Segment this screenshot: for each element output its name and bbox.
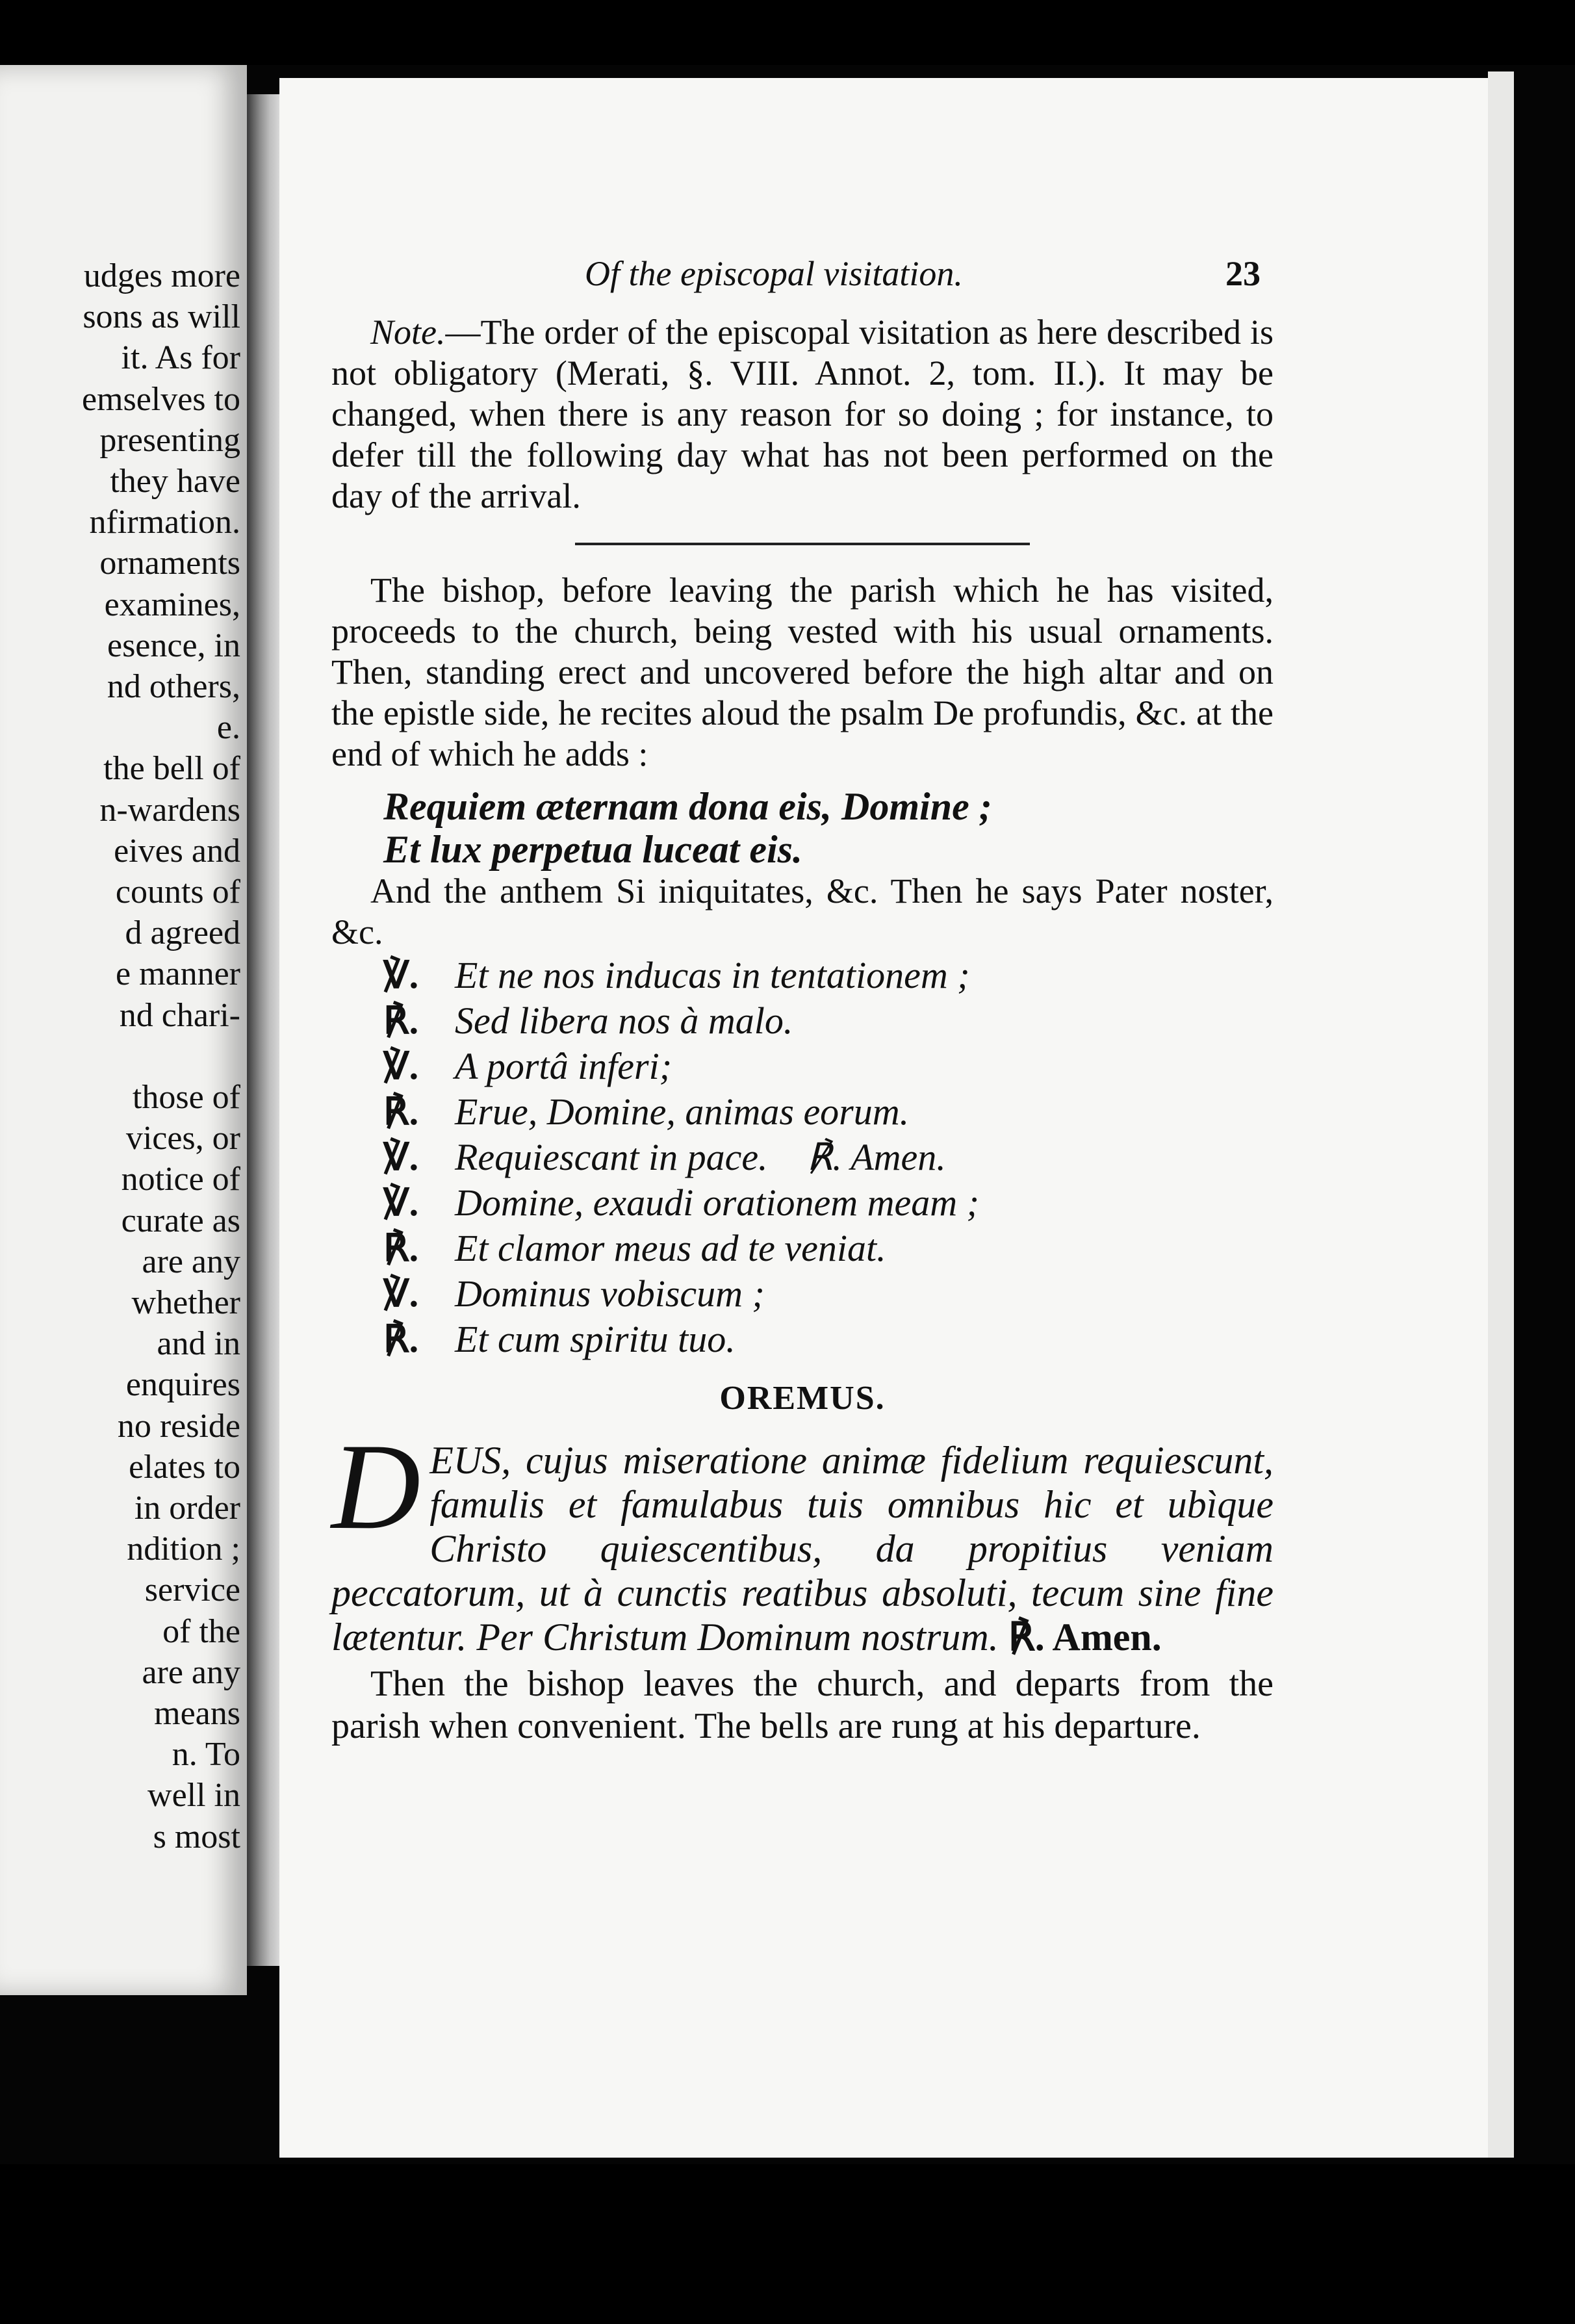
versicle-line: [383, 1089, 1274, 1135]
left-page-line: and in: [157, 1325, 240, 1363]
left-page-line: emselves to: [81, 380, 240, 418]
left-page-line: they have: [110, 463, 240, 500]
versicle-text: Erue, Domine, animas eorum.: [455, 1091, 910, 1133]
left-page-line: are any: [142, 1653, 240, 1691]
left-page-line: examines,: [104, 586, 240, 623]
left-page-line: are any: [142, 1243, 240, 1280]
left-page-line: sons as will: [83, 298, 240, 336]
prayer-paragraph: [331, 1419, 1274, 1659]
left-page-line: enquires: [125, 1366, 240, 1404]
left-page-line: nfirmation.: [89, 504, 240, 541]
left-page-line: of the: [162, 1612, 240, 1650]
versicle-symbol: ℟.: [383, 1000, 419, 1042]
scan-border-bottom: [0, 2164, 1575, 2324]
page-body: [331, 312, 1274, 1748]
left-page-line: e manner: [115, 955, 240, 993]
versicle-list: [331, 953, 1274, 1362]
left-page-line: elates to: [129, 1448, 240, 1486]
left-page-line: esence, in: [107, 626, 240, 664]
running-header: [585, 253, 1261, 294]
oremus-heading: OREMUS.: [719, 1380, 886, 1417]
versicle-text: Et clamor meus ad te veniat.: [455, 1227, 886, 1269]
left-page-line: those of: [132, 1079, 240, 1116]
left-page-line: n-wardens: [99, 791, 240, 829]
versicle-text: Et ne nos inducas in tentationem ;: [455, 954, 970, 996]
section-rule: [575, 543, 1030, 545]
versicle-text: Dominus vobiscum ;: [455, 1272, 765, 1315]
left-page-line: s most: [153, 1818, 240, 1855]
versicle-response-inline: ℟. Amen.: [806, 1136, 946, 1178]
left-page-line: whether: [131, 1284, 240, 1321]
left-page-line: service: [144, 1571, 240, 1609]
left-page-line: in order: [134, 1490, 240, 1527]
drop-cap-initial: D: [331, 1419, 421, 1555]
scan-border-top: [0, 0, 1575, 65]
paragraph-anthem: And the anthem Si iniquitates, &c. Then he says Pater noster, &c.: [331, 872, 1274, 951]
note-paragraph: [331, 312, 1274, 517]
versicle-symbol: ℣.: [383, 1045, 419, 1087]
left-page-line: vices, or: [125, 1120, 240, 1157]
versicle-line: [383, 1226, 1274, 1271]
left-page-line: n. To: [172, 1736, 240, 1774]
versicle-line: [383, 1317, 1274, 1362]
left-page-line: d agreed: [125, 914, 240, 952]
versicle-line: [383, 1135, 1274, 1180]
versicle-symbol: ℣.: [383, 1181, 419, 1224]
versicle-line: [383, 998, 1274, 1044]
closing-paragraph: Then the bishop leaves the church, and departs from the parish when convenient. The bells are rung at his departure.: [331, 1664, 1274, 1746]
left-page-line: nd chari-: [119, 996, 240, 1034]
left-page-line: well in: [147, 1777, 240, 1814]
versicle-line: [383, 1271, 1274, 1317]
left-page-line: presenting: [99, 421, 240, 459]
left-page-line: the bell of: [103, 750, 240, 788]
left-page-line: means: [154, 1695, 240, 1732]
left-page-line: eives and: [114, 832, 240, 870]
versicle-text: Domine, exaudi orationem meam ;: [455, 1181, 979, 1224]
versicle-symbol: ℣.: [383, 1136, 419, 1178]
left-page-line: nd others,: [107, 668, 240, 705]
versicle-line: [383, 1180, 1274, 1226]
versicle-line: [383, 1044, 1274, 1089]
versicle-text: Et cum spiritu tuo.: [455, 1318, 736, 1360]
prayer-response: ℟. Amen.: [1008, 1616, 1162, 1659]
versicle-line: [383, 953, 1274, 998]
versicle-symbol: ℟.: [383, 1318, 419, 1360]
versicle-text: Requiescant in pace.: [455, 1136, 768, 1178]
left-page-line: no reside: [117, 1407, 240, 1445]
left-page: [0, 65, 247, 1995]
note-text: —The order of the episcopal visitation as here described is not obligatory (Merati, §. VIII. Annot. 2, tom. II.). It may be changed, when there is any reason for so doing ; for instance, to defer till the following day what has not been performed on the day of the arrival.: [331, 313, 1274, 515]
requiem-line-2: Et lux perpetua luceat eis.: [383, 828, 802, 871]
note-label: Note.: [370, 313, 446, 352]
book-gutter: [247, 94, 279, 1966]
left-page-line: counts of: [115, 873, 240, 910]
left-page-line: udges more: [83, 257, 240, 294]
versicle-symbol: ℣.: [383, 1272, 419, 1315]
prayer-text: EUS, cujus miseratione animæ fidelium requiescunt, famulis et famulabus tuis omnibus hic et ubìque Christo quiescentibus, da propitius veniam peccatorum, ut à cunctis reatibus absoluti, tecum sine fine lætentur. Per Christum Dominum nostrum.: [331, 1439, 1274, 1659]
running-title: Of the episcopal visitation.: [585, 254, 963, 293]
left-page-line: curate as: [121, 1202, 240, 1239]
versicle-symbol: ℟.: [383, 1091, 419, 1133]
requiem-line-1: Requiem æternam dona eis, Domine ;: [383, 785, 992, 828]
versicle-text: A portâ inferi;: [455, 1045, 672, 1087]
versicle-symbol: ℟.: [383, 1227, 419, 1269]
left-page-line: e.: [216, 709, 240, 747]
page-edge: [1488, 71, 1514, 2158]
left-page-line: it. As for: [121, 339, 240, 377]
left-page-line: notice of: [121, 1161, 240, 1198]
versicle-symbol: ℣.: [383, 954, 419, 996]
page-number: 23: [1225, 254, 1261, 293]
left-page-line: ndition ;: [127, 1530, 240, 1568]
paragraph-bishop-departs: The bishop, before leaving the parish which he has visited, proceeds to the church, being vested with his usual ornaments. Then, standing erect and uncovered before the high altar and on the epistle side, he recites aloud the psalm De profundis, &c. at the end of which he adds :: [331, 571, 1274, 773]
left-page-line: ornaments: [99, 545, 240, 582]
versicle-text: Sed libera nos à malo.: [455, 1000, 793, 1042]
